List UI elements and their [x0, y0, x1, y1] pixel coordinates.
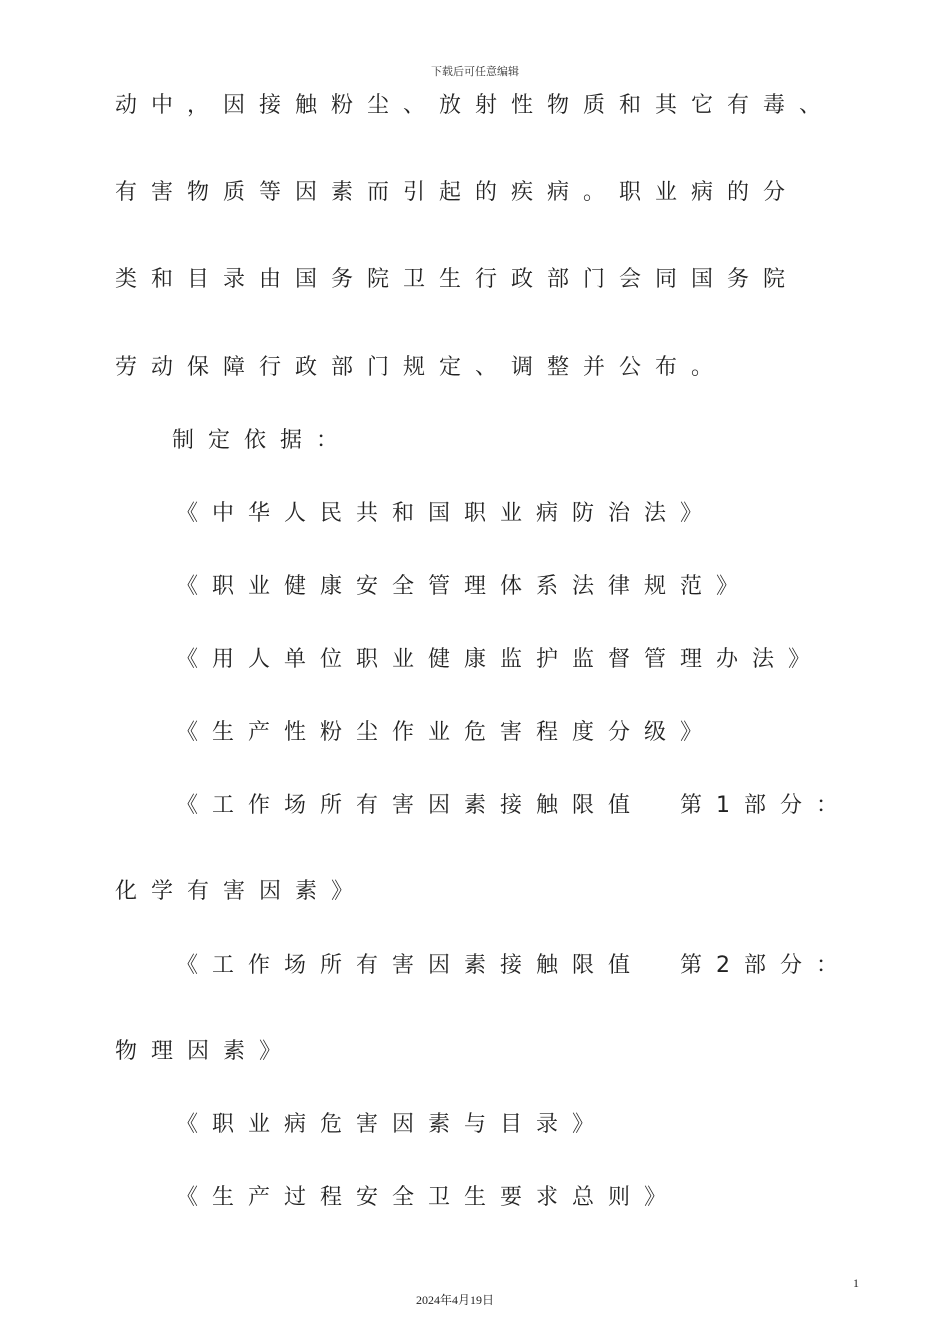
reference-item: 《生产性粉尘作业危害程度分级》 [176, 720, 717, 745]
reference-item: 《生产过程安全卫生要求总则》 [176, 1185, 681, 1210]
reference-item: 《工作场所有害因素接触限值 第1部分： [176, 793, 852, 818]
page-number: 1 [853, 1276, 859, 1290]
body-line: 类和目录由国务院卫生行政部门会同国务院 [115, 267, 800, 292]
body-line: 有害物质等因素而引起的疾病。职业病的分 [115, 180, 800, 205]
section-heading: 制定依据： [172, 428, 353, 453]
reference-item-continuation: 物理因素》 [115, 1039, 296, 1064]
footer-date: 2024年4月19日 [415, 1293, 494, 1307]
reference-item: 《用人单位职业健康监护监督管理办法》 [176, 647, 825, 672]
reference-item-continuation: 化学有害因素》 [115, 879, 368, 904]
reference-item: 《工作场所有害因素接触限值 第2部分： [176, 953, 852, 978]
body-line: 动中，因接触粉尘、放射性物质和其它有毒、 [115, 93, 836, 118]
reference-item: 《职业病危害因素与目录》 [176, 1112, 609, 1137]
page-header: 下载后可任意编辑 [431, 65, 519, 78]
reference-item: 《中华人民共和国职业病防治法》 [176, 501, 717, 526]
body-line: 劳动保障行政部门规定、调整并公布。 [115, 355, 728, 380]
reference-item: 《职业健康安全管理体系法律规范》 [176, 574, 753, 599]
